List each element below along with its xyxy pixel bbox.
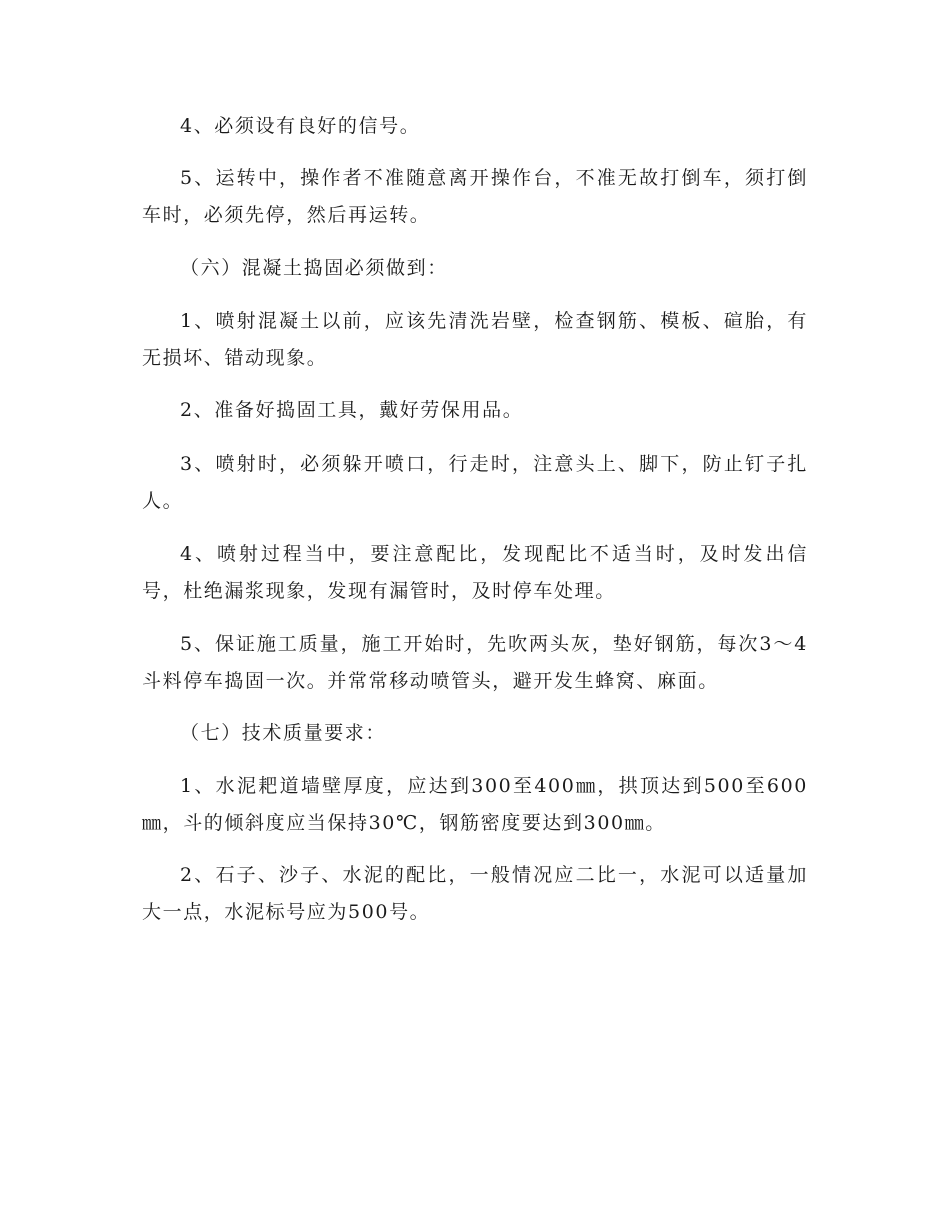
- section-heading-quality: （七）技术质量要求：: [180, 722, 387, 744]
- section-heading-tamping: （六）混凝土捣固必须做到：: [180, 257, 448, 279]
- paragraph-tamping-2: 2、准备好捣固工具，戴好劳保用品。: [180, 399, 524, 421]
- paragraph-operation: 5、运转中，操作者不准随意离开操作台，不准无故打倒车，须打倒车时，必须先停，然后再运转。: [142, 167, 808, 226]
- paragraph-signal: 4、必须设有良好的信号。: [180, 115, 421, 137]
- paragraph-quality-2: 2、石子、沙子、水泥的配比，一般情况应二比一，水泥可以适量加大一点，水泥标号应为500号。: [142, 864, 808, 923]
- paragraph-tamping-4: 4、喷射过程当中，要注意配比，发现配比不适当时，及时发出信号，杜绝漏浆现象，发现有漏管时，及时停车处理。: [142, 543, 808, 602]
- paragraph-tamping-3: 3、喷射时，必须躲开喷口，行走时，注意头上、脚下，防止钉子扎人。: [142, 453, 808, 512]
- paragraph-quality-1: 1、水泥耙道墙壁厚度，应达到300至400㎜，拱顶达到500至600㎜，斗的倾斜度应当保持30℃，钢筋密度要达到300㎜。: [142, 775, 808, 834]
- paragraph-tamping-1: 1、喷射混凝土以前，应该先清洗岩壁，检查钢筋、模板、碹胎，有无损坏、错动现象。: [142, 310, 808, 369]
- paragraph-tamping-5: 5、保证施工质量，施工开始时，先吹两头灰，垫好钢筋，每次3～4斗料停车捣固一次。并常常移动喷管头，避开发生蜂窝、麻面。: [142, 633, 808, 692]
